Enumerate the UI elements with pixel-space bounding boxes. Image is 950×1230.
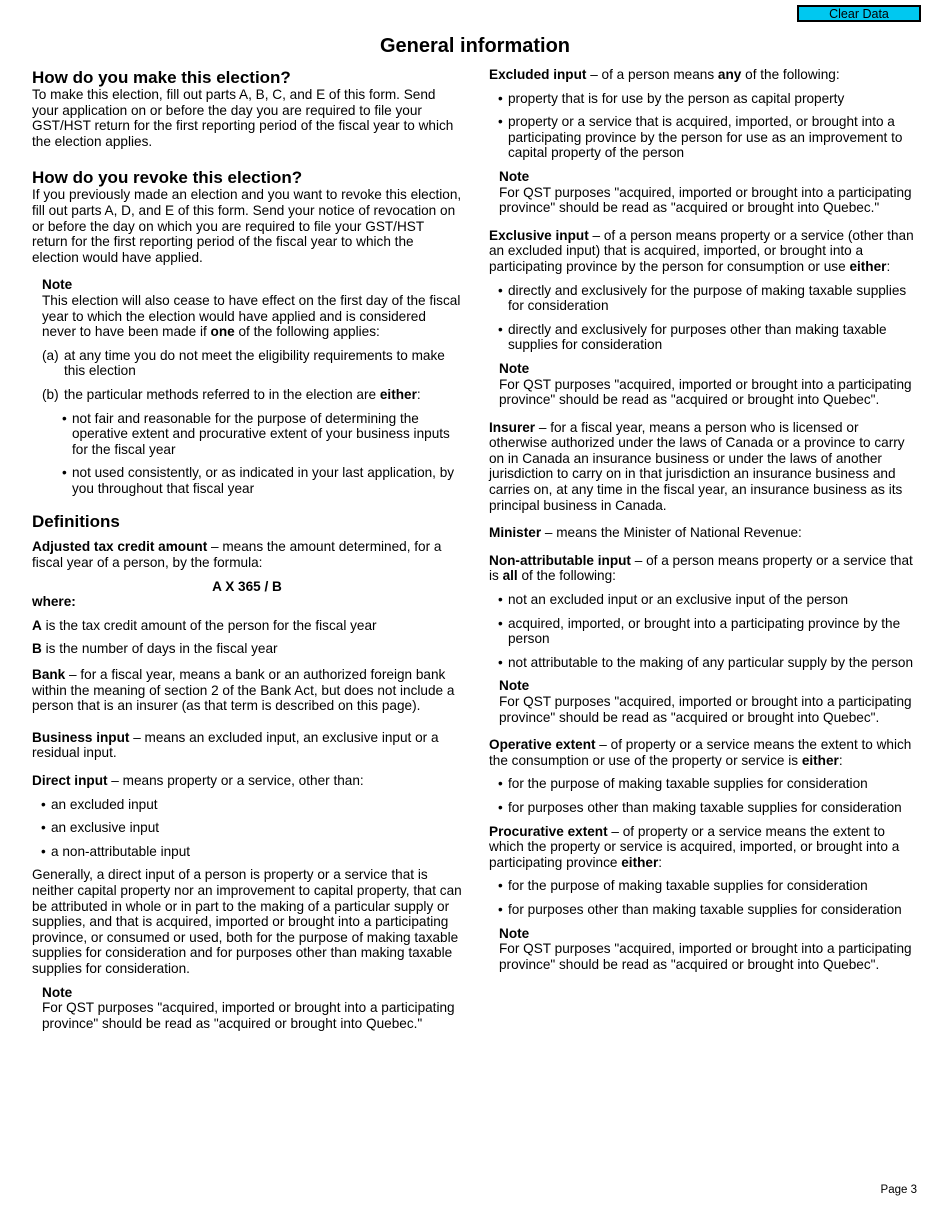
revoke-item-b: (b) the particular methods referred to in the election are either: (42, 386, 421, 402)
direct-bullet: • an excluded input (41, 797, 462, 813)
note-title: Note (42, 984, 73, 1000)
note-text: For QST purposes "acquired, imported or brought into a participating province" should be read as "acquired or brought into Quebec". (499, 694, 912, 725)
exclusive-bullet: • directly and exclusively for the purpose of making taxable supplies for consideration (498, 283, 919, 314)
def-procurative: Procurative extent – of property or a service means the extent to which the property or service is acquired, imported, or brought into a participating province either: (489, 823, 900, 870)
note-title: Note (499, 678, 530, 694)
excluded-note (499, 169, 919, 216)
where-label: where: (32, 594, 76, 610)
procurative-bullet: • for purposes other than making taxable supplies for consideration (498, 902, 919, 918)
exclusive-bullet: • directly and exclusively for purposes other than making taxable supplies for consideration (498, 322, 919, 353)
def-minister: Minister – means the Minister of National Revenue: (489, 525, 802, 541)
page-title: General information (379, 35, 571, 57)
def-business: Business input – means an excluded input, an exclusive input or a residual input. (32, 729, 439, 761)
procurative-bullet: • for the purpose of making taxable supplies for consideration (498, 878, 919, 894)
definitions-heading: Definitions (32, 512, 120, 532)
procurative-note (499, 926, 919, 973)
def-excluded: Excluded input – of a person means any of the following: (489, 67, 840, 82)
revoke-heading: How do you revoke this election? (32, 168, 303, 188)
operative-bullet: • for purposes other than making taxable supplies for consideration (498, 800, 919, 816)
note-title: Note (499, 925, 530, 941)
note-text: For QST purposes "acquired, imported or brought into a participating province" should be read as "acquired or brought into Quebec." (499, 184, 912, 216)
note-title: Note (499, 360, 530, 376)
revoke-sub-bullet: • not used consistently, or as indicated in your last application, by you throughout that fiscal year (62, 465, 462, 496)
def-operative: Operative extent – of property or a service means the extent to which the consumption or use of the property or service is either: (489, 737, 912, 768)
clear-data-button[interactable]: Clear Data (797, 5, 921, 22)
def-b: B is the number of days in the fiscal year (32, 641, 278, 657)
note-title: Note (42, 277, 73, 293)
def-bank: Bank – for a fiscal year, means a bank or an authorized foreign bank within the meaning of section 2 of the Bank Act, but does not include a person that is an insurer (as that term is described on this page). (32, 667, 455, 714)
def-a: A is the tax credit amount of the person for the fiscal year (32, 617, 377, 633)
nonattrib-bullet: • not an excluded input or an exclusive input of the person (498, 592, 919, 608)
def-insurer: Insurer – for a fiscal year, means a person who is licensed or otherwise authorized under the laws of Canada or a province to carry on in Canada an insurance business or under the laws of another jurisdiction to carry on in that jurisdiction an insurance business and carries on, at any time in the fiscal year, an insurance business as its principal business in Canada. (489, 419, 905, 513)
election-heading: How do you make this election? (32, 68, 291, 87)
nonattrib-note (499, 678, 919, 725)
exclusive-note (499, 361, 919, 408)
note-text: For QST purposes "acquired, imported or brought into a participating province" should be read as "acquired or brought into Quebec." (42, 1000, 455, 1031)
nonattrib-bullet: • not attributable to the making of any particular supply by the person (498, 655, 919, 671)
def-nonattributable: Non-attributable input – of a person means property or a service that is all of the following: (489, 552, 913, 584)
revoke-item-a: (a) at any time you do not meet the eligibility requirements to make this election (42, 347, 445, 379)
revoke-note (42, 277, 462, 496)
page-number: Page 3 (880, 1184, 917, 1196)
operative-bullet: • for the purpose of making taxable supplies for consideration (498, 776, 919, 792)
direct-bullet: • an exclusive input (41, 820, 462, 836)
direct-paragraph: Generally, a direct input of a person is property or a service that is neither capital property nor an improvement to capital property, that can be attributed in whole or in part to the making of a particular supply or supplies, and that is acquired, imported or brought into a participating province, or consumed or used, both for the purpose of making taxable supplies for consideration and for purposes other than making taxable supplies for consideration. (32, 867, 462, 976)
excluded-bullet: • property or a service that is acquired, imported, or brought into a participating province by the person for use as an improvement to capital property of the person (498, 114, 919, 161)
direct-note (42, 985, 462, 1032)
note-text: For QST purposes "acquired, imported or brought into a participating province" should be read as "acquired or brought into Quebec". (499, 376, 912, 408)
direct-bullet: • a non-attributable input (41, 844, 462, 860)
revoke-text: If you previously made an election and you want to revoke this election, fill out parts A, D, and E of this form. Send your notice of revocation on or before the day on which you are required to file your GST/HST return for the first reporting period of the fiscal year to which the election would have applied. (32, 187, 462, 265)
note-title: Note (499, 168, 530, 184)
note-text: This election will also cease to have effect on the first day of the fiscal year to which the election would have applied and is considered never to have been made if one of the following applies: (42, 292, 461, 340)
right-column (489, 67, 919, 972)
left-column (32, 68, 462, 1031)
def-adjusted: Adjusted tax credit amount – means the amount determined, for a fiscal year of a person, by the formula: (32, 539, 442, 571)
formula: A X 365 / B (212, 578, 282, 594)
def-direct: Direct input – means property or a service, other than: (32, 773, 364, 788)
def-exclusive: Exclusive input – of a person means property or a service (other than an excluded input) that is acquired, imported, or brought into a participating province by the person for consumption or use either: (489, 227, 914, 274)
nonattrib-bullet: • acquired, imported, or brought into a participating province by the person (498, 616, 919, 647)
election-text: To make this election, fill out parts A, B, C, and E of this form. Send your application on or before the day you are required to file your GST/HST return for the first reporting period of the fiscal year to which the election applies. (32, 87, 454, 149)
revoke-sub-bullet: • not fair and reasonable for the purpose of determining the operative extent and procurative extent of your business inputs for the fiscal year (62, 411, 462, 458)
note-text: For QST purposes "acquired, imported or brought into a participating province" should be read as "acquired or brought into Quebec". (499, 941, 912, 972)
excluded-bullet: • property that is for use by the person as capital property (498, 91, 919, 107)
